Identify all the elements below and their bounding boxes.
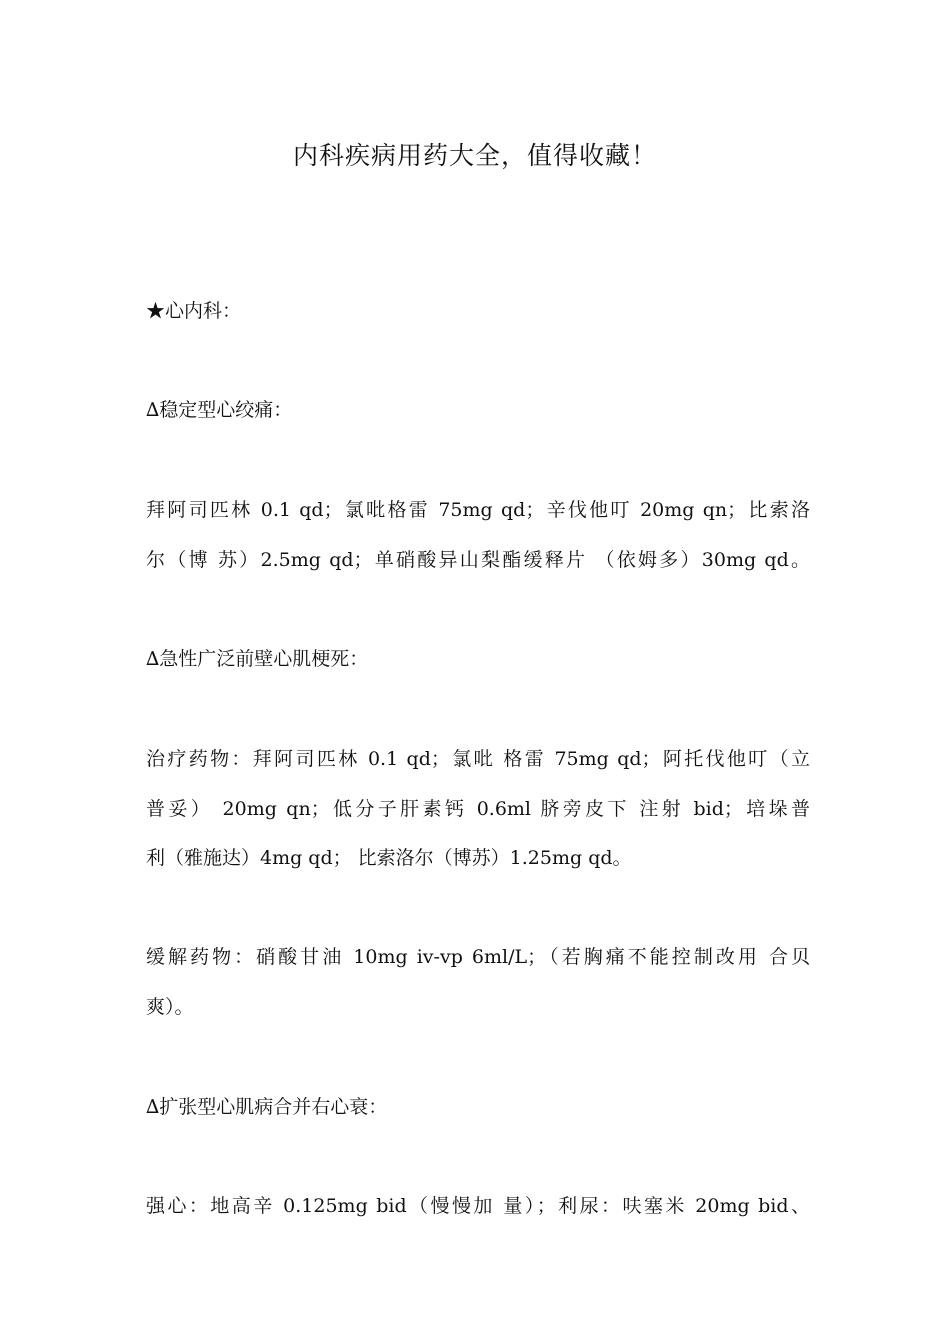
subsection-heading-acute-mi: ∆急性广泛前壁心肌梗死： xyxy=(146,648,369,670)
section-heading-cardiology: ★心内科： xyxy=(146,300,242,322)
subsection-heading-stable-angina: ∆稳定型心绞痛： xyxy=(146,399,293,421)
paragraph-line: 普妥） 20mg qn；低分子肝素钙 0.6ml 脐旁皮下 注射 bid；培垛普 xyxy=(146,798,810,820)
paragraph-line: 尔（博 苏）2.5mg qd；单硝酸异山梨酯缓释片 （依姆多）30mg qd。 xyxy=(146,549,810,571)
subsection-heading-dilated-cardiomyopathy: ∆扩张型心肌病合并右心衰： xyxy=(146,1096,388,1118)
paragraph-line: 治疗药物：拜阿司匹林 0.1 qd；氯吡 格雷 75mg qd；阿托伐他叮（立 xyxy=(146,748,810,770)
paragraph-line: 强心：地高辛 0.125mg bid（慢慢加 量）；利尿：呋塞米 20mg bid、 xyxy=(146,1195,810,1217)
paragraph-line: 拜阿司匹林 0.1 qd；氯吡格雷 75mg qd；辛伐他叮 20mg qn；比索洛 xyxy=(146,499,810,521)
paragraph-line: 缓解药物：硝酸甘油 10mg iv-vp 6ml/L；（若胸痛不能控制改用 合贝 xyxy=(146,946,810,968)
paragraph-line: 爽）。 xyxy=(146,996,194,1018)
paragraph-line: 利（雅施达）4mg qd； 比索洛尔（博苏）1.25mg qd。 xyxy=(146,847,632,869)
document-title: 内科疾病用药大全，值得收藏！ xyxy=(292,141,657,170)
